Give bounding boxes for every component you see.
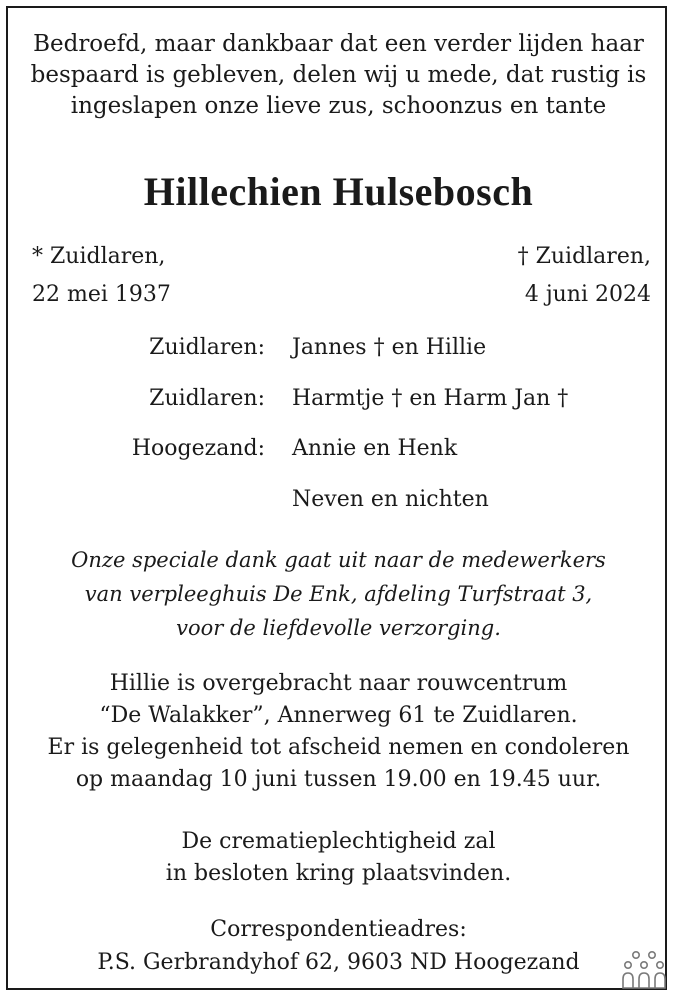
cremation-line: in besloten kring plaatsvinden. <box>165 861 512 886</box>
deceased-name: Hillechien Hulsebosch <box>143 169 534 214</box>
cremation-line: De crematieplechtigheid zal <box>181 829 496 854</box>
transfer-line: op maandag 10 juni tussen 19.00 en 19.45 uur. <box>75 767 602 792</box>
announcement-frame <box>6 6 667 990</box>
thanks-line: van verpleeghuis De Enk, afdeling Turfstraat 3, <box>84 582 593 606</box>
correspondence-address: P.S. Gerbrandyhof 62, 9603 ND Hoogezand <box>97 950 580 975</box>
intro-line: ingeslapen onze lieve zus, schoonzus en tante <box>70 93 607 119</box>
birth-info <box>32 238 171 314</box>
thanks-text <box>8 543 669 645</box>
thanks-line: voor de liefdevolle verzorging. <box>176 616 501 640</box>
family-names: Jannes † en Hillie <box>292 335 487 360</box>
transfer-text <box>8 668 669 796</box>
intro-line: bespaard is gebleven, delen wij u mede, dat rustig is <box>30 62 647 88</box>
family-place: Hoogezand: <box>131 436 265 461</box>
transfer-line: “De Walakker”, Annerweg 61 te Zuidlaren. <box>99 703 578 728</box>
cremation-text <box>8 826 669 890</box>
family-names: Annie en Henk <box>292 436 458 461</box>
death-place: † Zuidlaren, <box>517 244 651 269</box>
family-row <box>8 429 669 469</box>
announcement-content <box>8 8 669 992</box>
thanks-line: Onze speciale dank gaat uit naar de medewerkers <box>71 548 606 572</box>
death-date: 4 juni 2024 <box>524 282 651 307</box>
birth-place: * Zuidlaren, <box>32 244 166 269</box>
death-info <box>518 238 651 314</box>
family-row <box>8 328 669 368</box>
family-place: Zuidlaren: <box>149 386 265 411</box>
family-row <box>8 480 669 520</box>
transfer-line: Er is gelegenheid tot afscheid nemen en condoleren <box>47 735 630 760</box>
intro-line: Bedroefd, maar dankbaar dat een verder lijden haar <box>33 31 644 57</box>
family-row <box>8 379 669 419</box>
family-names: Neven en nichten <box>292 487 489 512</box>
family-place: Zuidlaren: <box>149 335 265 360</box>
correspondence <box>8 913 669 979</box>
family-names: Harmtje † en Harm Jan † <box>292 386 569 411</box>
transfer-line: Hillie is overgebracht naar rouwcentrum <box>109 671 568 696</box>
intro-text <box>8 29 669 122</box>
birth-date: 22 mei 1937 <box>32 282 171 307</box>
people-group-icon <box>622 950 666 990</box>
correspondence-label: Correspondentieadres: <box>210 917 467 942</box>
